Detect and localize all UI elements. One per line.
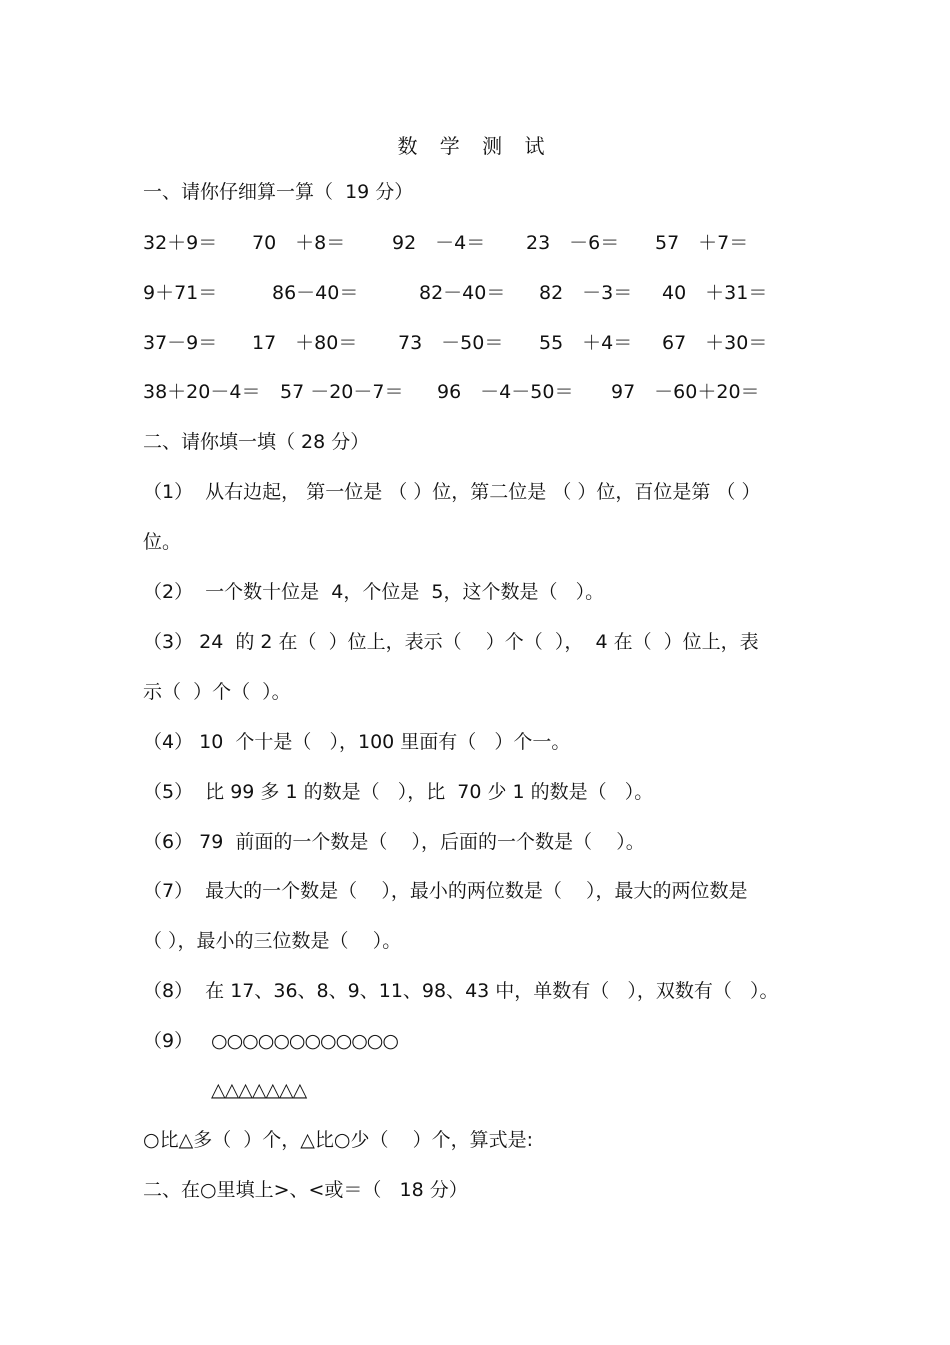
question-9-circles: ○○○○○○○○○○○○: [211, 1030, 398, 1052]
problem: 57 －20－7＝: [280, 381, 404, 403]
problem: 67 ＋30＝: [662, 332, 768, 354]
problem: 40 ＋31＝: [662, 282, 768, 304]
question-7-line-1: （7） 最大的一个数是（ ），最小的两位数是（ ），最大的两位数是: [143, 880, 748, 902]
problem: 97 －60＋20＝: [611, 381, 760, 403]
question-7-line-2: （ ），最小的三位数是（ ）。: [143, 930, 402, 952]
problem: 70 ＋8＝: [252, 232, 346, 254]
question-6: （6） 79 前面的一个数是（ ），后面的一个数是（ ）。: [143, 831, 645, 853]
question-9-label: （9）: [143, 1030, 194, 1052]
problem: 23 －6＝: [526, 232, 620, 254]
problem: 17 ＋80＝: [252, 332, 358, 354]
question-1-line-2: 位。: [143, 531, 182, 553]
problem: 55 ＋4＝: [539, 332, 633, 354]
problem: 82－40＝: [419, 282, 506, 304]
section-2-heading: 二、请你填一填（ 28 分）: [143, 431, 370, 453]
problem: 92 －4＝: [392, 232, 486, 254]
page-title: 数 学 测 试: [397, 134, 553, 158]
section-3-heading: 二、在○里填上>、<或＝（ 18 分）: [143, 1179, 468, 1201]
problem: 86－40＝: [272, 282, 359, 304]
problem: 9＋71＝: [143, 282, 218, 304]
problem: 38＋20－4＝: [143, 381, 261, 403]
problem: 57 ＋7＝: [655, 232, 749, 254]
question-8: （8） 在 17、36、8、9、11、98、43 中，单数有（ ），双数有（ ）。: [143, 980, 779, 1002]
question-4: （4） 10 个十是（ ），100 里面有（ ）个一。: [143, 731, 571, 753]
section-1-heading: 一、请你仔细算一算（ 19 分）: [143, 181, 414, 203]
question-3-line-2: 示（ ）个（ ）。: [143, 681, 291, 703]
problem: 82 －3＝: [539, 282, 633, 304]
question-3-line-1: （3） 24 的 2 在（ ）位上，表示（ ）个（ ）， 4 在（ ）位上，表: [143, 631, 759, 653]
question-5: （5） 比 99 多 1 的数是（ ），比 70 少 1 的数是（ ）。: [143, 781, 654, 803]
problem: 73 －50＝: [398, 332, 504, 354]
question-9-prompt: ○比△多（ ）个，△比○少（ ）个，算式是:: [143, 1129, 534, 1151]
question-9-triangles: △△△△△△△: [211, 1079, 307, 1101]
problem: 32＋9＝: [143, 232, 218, 254]
problem: 96 －4－50＝: [437, 381, 574, 403]
problem: 37－9＝: [143, 332, 218, 354]
question-1-line-1: （1） 从右边起， 第一位是 （ ）位，第二位是 （ ）位，百位是第 （ ）: [143, 481, 761, 503]
question-2: （2） 一个数十位是 4，个位是 5，这个数是（ ）。: [143, 581, 605, 603]
